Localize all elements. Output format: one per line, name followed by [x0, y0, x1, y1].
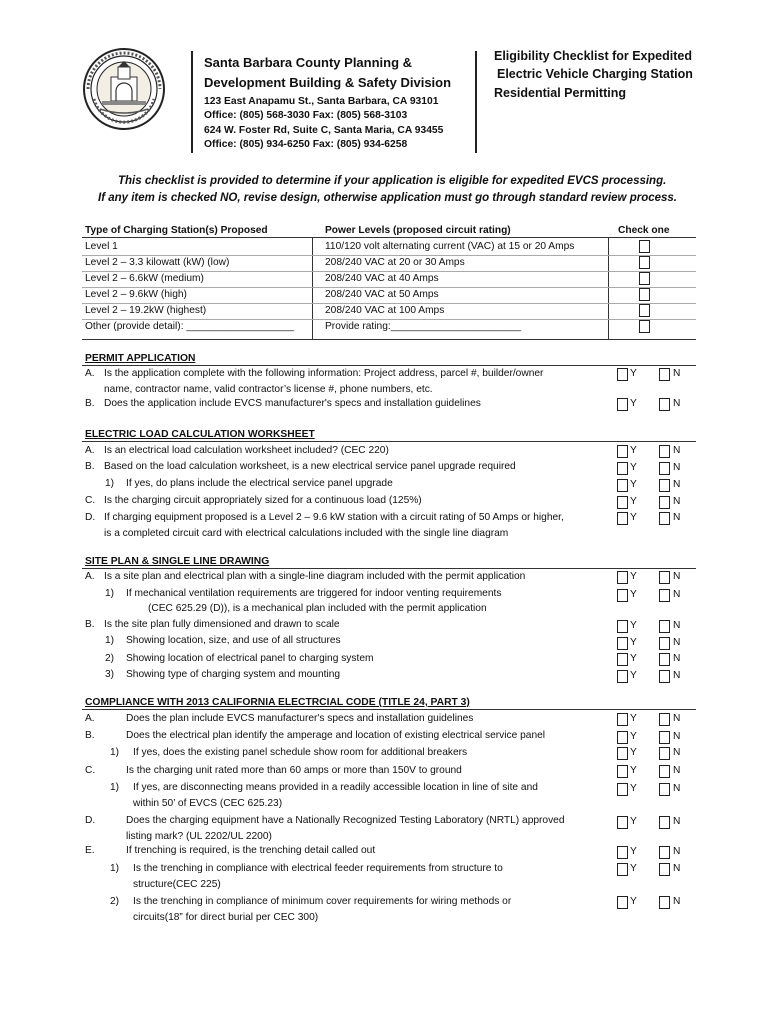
check-one-header: Check one	[618, 225, 670, 236]
yes-checkbox[interactable]	[617, 713, 628, 726]
code-item-question: Does the plan include EVCS manufacturer's specs and installation guidelines	[126, 713, 474, 724]
code-item-question: If trenching is required, is the trenching detail called out	[126, 845, 376, 856]
load-item-question: If yes, do plans include the electrical service panel upgrade	[126, 478, 393, 489]
code-item-question: If yes, does the existing panel schedule show room for additional breakers	[133, 747, 468, 758]
station-checkbox[interactable]	[639, 240, 650, 253]
no-checkbox[interactable]	[659, 589, 670, 602]
yes-label: Y	[630, 368, 637, 379]
yes-label: Y	[630, 620, 637, 631]
yes-label: Y	[630, 896, 637, 907]
yes-label: Y	[630, 637, 637, 648]
no-label: N	[673, 713, 681, 724]
station-type-cell: Level 2 – 6.6kW (medium)	[85, 273, 204, 284]
site-item-marker: A.	[85, 571, 95, 582]
power-level-cell: 208/240 VAC at 40 Amps	[325, 273, 439, 284]
code-item-marker: B.	[85, 730, 95, 741]
load-item-question-cont: is a completed circuit card with electrical calculations included with the single line diagram	[104, 528, 509, 539]
yes-label: Y	[630, 783, 637, 794]
no-label: N	[673, 496, 681, 507]
no-label: N	[673, 398, 681, 409]
power-level-cell: 208/240 VAC at 100 Amps	[325, 305, 445, 316]
no-label: N	[673, 589, 681, 600]
code-item-question: Is the trenching in compliance with electrical feeder requirements from structure to	[133, 863, 503, 874]
no-checkbox[interactable]	[659, 846, 670, 859]
load-section-title: ELECTRIC LOAD CALCULATION WORKSHEET	[85, 429, 315, 440]
no-label: N	[673, 816, 681, 827]
address-santa-maria: 624 W. Foster Rd, Suite C, Santa Maria, CA 93455	[204, 125, 444, 136]
yes-label: Y	[630, 670, 637, 681]
yes-checkbox[interactable]	[617, 637, 628, 650]
yes-checkbox[interactable]	[617, 816, 628, 829]
document-title-line1: Eligibility Checklist for Expedited	[494, 49, 692, 63]
no-label: N	[673, 846, 681, 857]
power-level-header: Power Levels (proposed circuit rating)	[325, 225, 511, 236]
header-divider-left	[191, 51, 193, 153]
load-item-question: If charging equipment proposed is a Level 2 – 9.6 kW station with a circuit rating of 50 Amps or higher,	[104, 512, 564, 523]
no-label: N	[673, 445, 681, 456]
phone-santa-barbara: Office: (805) 568-3030 Fax: (805) 568-3103	[204, 110, 408, 121]
yes-label: Y	[630, 765, 637, 776]
code-item-marker: E.	[85, 845, 95, 856]
load-section-rule	[82, 441, 696, 442]
no-label: N	[673, 783, 681, 794]
no-label: N	[673, 747, 681, 758]
site-item-marker: B.	[85, 619, 95, 630]
no-checkbox[interactable]	[659, 479, 670, 492]
no-checkbox[interactable]	[659, 462, 670, 475]
code-item-question-cont: structure(CEC 225)	[133, 879, 221, 890]
no-label: N	[673, 765, 681, 776]
load-item-marker: 1)	[105, 478, 115, 489]
load-item-question: Based on the load calculation worksheet, is a new electrical service panel upgrade required	[104, 461, 516, 472]
table-bottom-rule	[82, 339, 696, 340]
load-item-question: Is the charging circuit appropriately sized for a continuous load (125%)	[104, 495, 422, 506]
code-item-question-cont: within 50’ of EVCS (CEC 625.23)	[133, 798, 283, 809]
no-checkbox[interactable]	[659, 637, 670, 650]
code-item-question: Is the trenching in compliance of minimum cover requirements for wiring methods or	[133, 896, 512, 907]
code-item-question-cont: circuits(18” for direct burial per CEC 300)	[133, 912, 319, 923]
station-checkbox[interactable]	[639, 256, 650, 269]
yes-checkbox[interactable]	[617, 479, 628, 492]
permit-item-marker: A.	[85, 368, 95, 379]
power-level-cell: 208/240 VAC at 50 Amps	[325, 289, 439, 300]
document-title-line2: Electric Vehicle Charging Station	[497, 67, 693, 81]
site-item-question: If mechanical ventilation requirements are triggered for indoor venting requirements	[126, 588, 502, 599]
yes-checkbox[interactable]	[617, 653, 628, 666]
no-label: N	[673, 620, 681, 631]
permit-section-title: PERMIT APPLICATION	[85, 353, 196, 364]
yes-label: Y	[630, 462, 637, 473]
no-checkbox[interactable]	[659, 398, 670, 411]
station-type-header: Type of Charging Station(s) Proposed	[85, 225, 268, 236]
permit-item-question: Does the application include EVCS manufacturer's specs and installation guidelines	[104, 398, 481, 409]
no-label: N	[673, 462, 681, 473]
no-checkbox[interactable]	[659, 896, 670, 909]
power-level-cell: 110/120 volt alternating current (VAC) at 15 or 20 Amps	[325, 241, 575, 252]
yes-label: Y	[630, 846, 637, 857]
load-item-question: Is an electrical load calculation worksheet included? (CEC 220)	[104, 445, 389, 456]
yes-checkbox[interactable]	[617, 462, 628, 475]
county-seal-logo	[82, 47, 166, 131]
yes-checkbox[interactable]	[617, 512, 628, 525]
intro-line2: If any item is checked NO, revise design, otherwise application must go through standard review process.	[98, 192, 677, 204]
station-type-cell: Level 1	[85, 241, 118, 252]
no-label: N	[673, 637, 681, 648]
station-type-cell: Level 2 – 3.3 kilowatt (kW) (low)	[85, 257, 230, 268]
station-checkbox[interactable]	[639, 288, 650, 301]
load-item-marker: B.	[85, 461, 95, 472]
yes-label: Y	[630, 479, 637, 490]
yes-label: Y	[630, 589, 637, 600]
yes-checkbox[interactable]	[617, 765, 628, 778]
no-label: N	[673, 670, 681, 681]
site-item-question: Showing location of electrical panel to charging system	[126, 653, 374, 664]
site-item-question: Is the site plan fully dimensioned and drawn to scale	[104, 619, 340, 630]
no-checkbox[interactable]	[659, 445, 670, 458]
yes-checkbox[interactable]	[617, 747, 628, 760]
table-row-rule	[82, 287, 696, 288]
no-checkbox[interactable]	[659, 731, 670, 744]
code-section-rule	[82, 709, 696, 710]
no-checkbox[interactable]	[659, 653, 670, 666]
header-divider-right	[475, 51, 477, 153]
yes-checkbox[interactable]	[617, 670, 628, 683]
no-checkbox[interactable]	[659, 368, 670, 381]
yes-label: Y	[630, 445, 637, 456]
permit-item-question-cont: name, contractor name, valid contractor’s license #, phone numbers, etc.	[104, 384, 433, 395]
yes-checkbox[interactable]	[617, 368, 628, 381]
yes-label: Y	[630, 731, 637, 742]
no-checkbox[interactable]	[659, 670, 670, 683]
no-checkbox[interactable]	[659, 863, 670, 876]
code-item-question-cont: listing mark? (UL 2202/UL 2200)	[126, 831, 272, 842]
yes-checkbox[interactable]	[617, 731, 628, 744]
table-col-rule-2	[608, 237, 609, 339]
permit-item-marker: B.	[85, 398, 95, 409]
no-checkbox[interactable]	[659, 747, 670, 760]
yes-checkbox[interactable]	[617, 846, 628, 859]
address-santa-barbara: 123 East Anapamu St., Santa Barbara, CA 93101	[204, 96, 439, 107]
yes-label: Y	[630, 398, 637, 409]
no-checkbox[interactable]	[659, 816, 670, 829]
load-item-marker: A.	[85, 445, 95, 456]
yes-label: Y	[630, 863, 637, 874]
station-type-cell: Other (provide detail): ___________________	[85, 321, 295, 332]
station-type-cell: Level 2 – 19.2kW (highest)	[85, 305, 207, 316]
table-row-rule	[82, 255, 696, 256]
code-item-question: Does the charging equipment have a Nationally Recognized Testing Laboratory (NRTL) approved	[126, 815, 565, 826]
yes-checkbox[interactable]	[617, 398, 628, 411]
yes-label: Y	[630, 713, 637, 724]
code-item-question: Is the charging unit rated more than 60 amps or more than 150V to ground	[126, 765, 462, 776]
site-item-marker: 1)	[105, 588, 115, 599]
site-item-marker: 3)	[105, 669, 115, 680]
no-label: N	[673, 863, 681, 874]
station-type-cell: Level 2 – 9.6kW (high)	[85, 289, 187, 300]
code-item-marker: 2)	[110, 896, 120, 907]
document-title-line3: Residential Permitting	[494, 86, 626, 100]
station-checkbox[interactable]	[639, 272, 650, 285]
site-item-marker: 2)	[105, 653, 115, 664]
table-header-rule	[82, 237, 696, 238]
code-item-marker: A.	[85, 713, 95, 724]
yes-checkbox[interactable]	[617, 896, 628, 909]
no-label: N	[673, 479, 681, 490]
yes-label: Y	[630, 747, 637, 758]
yes-label: Y	[630, 512, 637, 523]
site-item-question: Is a site plan and electrical plan with a single-line diagram included with the permit application	[104, 571, 526, 582]
power-level-cell: 208/240 VAC at 20 or 30 Amps	[325, 257, 465, 268]
table-row-rule	[82, 271, 696, 272]
site-section-rule	[82, 568, 696, 569]
yes-label: Y	[630, 496, 637, 507]
no-label: N	[673, 512, 681, 523]
no-label: N	[673, 731, 681, 742]
yes-checkbox[interactable]	[617, 496, 628, 509]
table-col-rule-1	[312, 237, 313, 339]
no-checkbox[interactable]	[659, 496, 670, 509]
table-row-rule	[82, 303, 696, 304]
code-item-marker: C.	[85, 765, 96, 776]
no-label: N	[673, 368, 681, 379]
site-section-title: SITE PLAN & SINGLE LINE DRAWING	[85, 556, 270, 567]
load-item-marker: C.	[85, 495, 96, 506]
yes-label: Y	[630, 571, 637, 582]
site-item-marker: 1)	[105, 635, 115, 646]
load-item-marker: D.	[85, 512, 96, 523]
no-label: N	[673, 571, 681, 582]
power-level-cell: Provide rating:_______________________	[325, 321, 521, 332]
code-item-marker: 1)	[110, 863, 120, 874]
station-checkbox[interactable]	[639, 304, 650, 317]
yes-checkbox[interactable]	[617, 863, 628, 876]
code-item-question: If yes, are disconnecting means provided in a readily accessible location in line of site and	[133, 782, 538, 793]
site-item-question: Showing location, size, and use of all structures	[126, 635, 341, 646]
permit-section-rule	[82, 365, 696, 366]
yes-checkbox[interactable]	[617, 589, 628, 602]
permit-item-question: Is the application complete with the following information: Project address, parcel #, builder/owner	[104, 368, 544, 379]
phone-santa-maria: Office: (805) 934-6250 Fax: (805) 934-6258	[204, 139, 408, 150]
no-label: N	[673, 653, 681, 664]
code-item-question: Does the electrical plan identify the amperage and location of existing electrical service panel	[126, 730, 546, 741]
code-item-marker: 1)	[110, 782, 120, 793]
site-item-question: Showing type of charging system and mounting	[126, 669, 341, 680]
org-name-line1: Santa Barbara County Planning &	[204, 55, 413, 70]
no-checkbox[interactable]	[659, 512, 670, 525]
yes-label: Y	[630, 816, 637, 827]
no-checkbox[interactable]	[659, 765, 670, 778]
yes-checkbox[interactable]	[617, 445, 628, 458]
table-row-rule	[82, 319, 696, 320]
yes-checkbox[interactable]	[617, 571, 628, 584]
org-name-line2: Development Building & Safety Division	[204, 75, 452, 90]
intro-line1: This checklist is provided to determine if your application is eligible for expedited EVCS processing.	[118, 175, 667, 187]
yes-label: Y	[630, 653, 637, 664]
code-item-marker: 1)	[110, 747, 120, 758]
site-item-question-cont: (CEC 625.29 (D)), is a mechanical plan included with the permit application	[148, 603, 487, 614]
yes-checkbox[interactable]	[617, 620, 628, 633]
yes-checkbox[interactable]	[617, 783, 628, 796]
code-item-marker: D.	[85, 815, 96, 826]
no-checkbox[interactable]	[659, 620, 670, 633]
no-label: N	[673, 896, 681, 907]
station-checkbox[interactable]	[639, 320, 650, 333]
no-checkbox[interactable]	[659, 571, 670, 584]
code-section-title: COMPLIANCE WITH 2013 CALIFORNIA ELECTRCIAL CODE (TITLE 24, PART 3)	[85, 697, 470, 708]
no-checkbox[interactable]	[659, 713, 670, 726]
no-checkbox[interactable]	[659, 783, 670, 796]
